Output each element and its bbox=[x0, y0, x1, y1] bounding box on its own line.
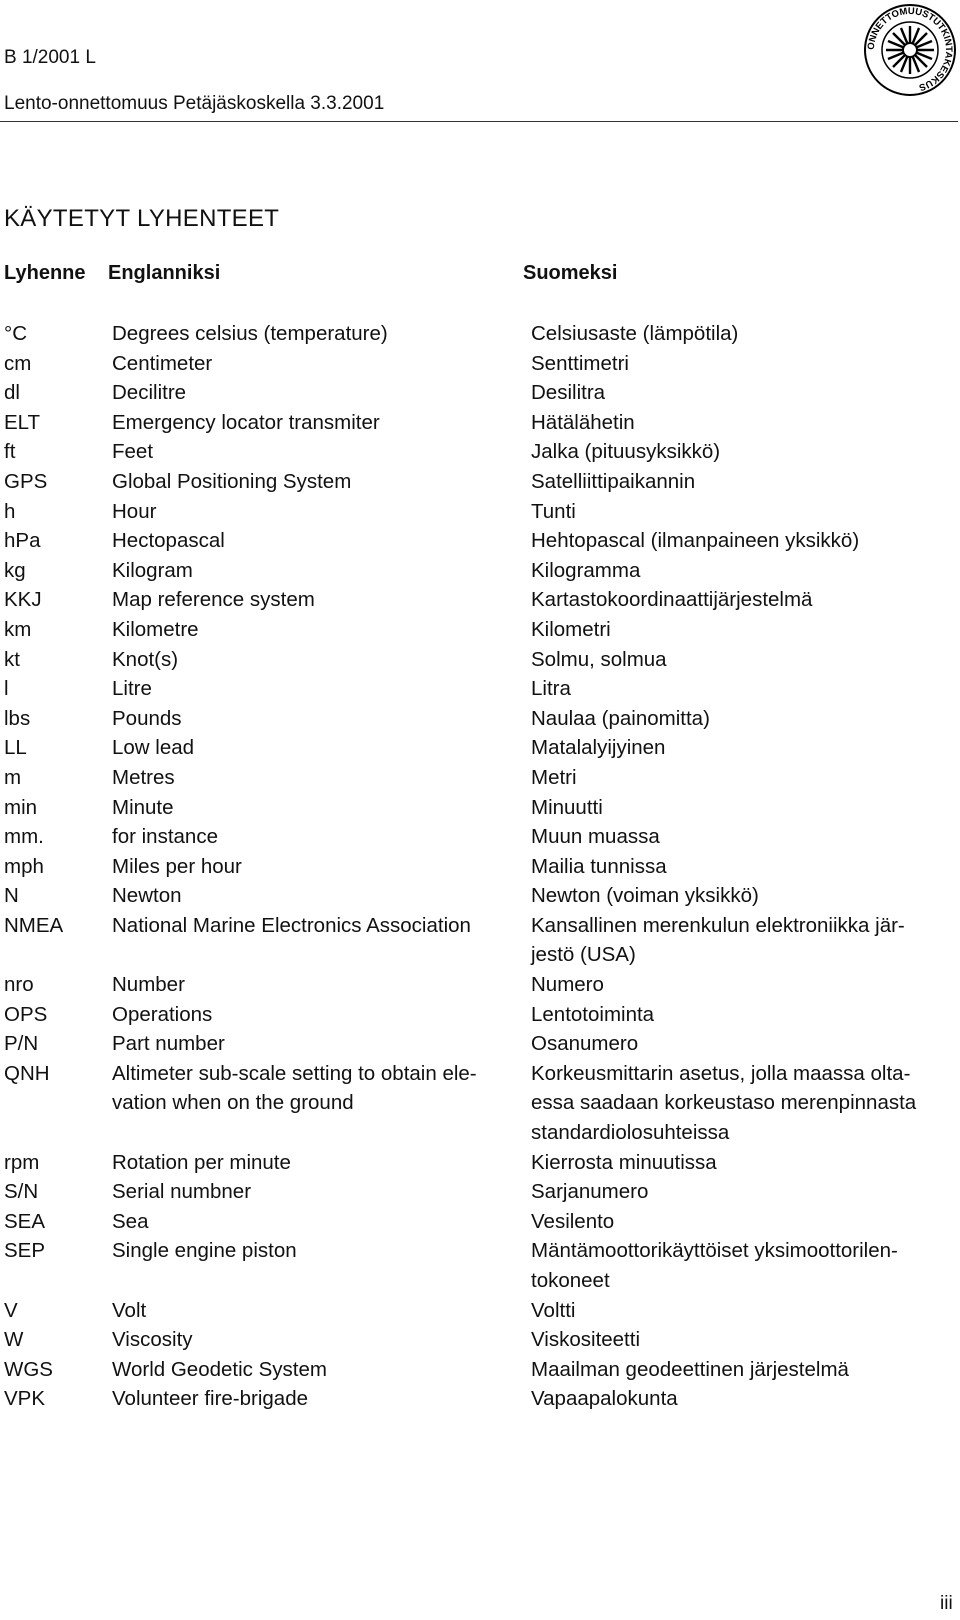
english-text: Hectopascal bbox=[112, 529, 225, 553]
finnish-text: Naulaa (painomitta) bbox=[531, 706, 710, 730]
english-cell bbox=[108, 822, 531, 852]
english-cell bbox=[108, 970, 531, 1000]
seal-logo-icon bbox=[862, 0, 958, 100]
english-cell bbox=[108, 1236, 531, 1295]
finnish-text: essa saadaan korkeustaso merenpinnasta bbox=[531, 1091, 917, 1115]
table-row bbox=[0, 733, 960, 763]
english-text: Single engine piston bbox=[112, 1239, 297, 1263]
table-row bbox=[0, 526, 960, 556]
english-text: Knot(s) bbox=[112, 647, 179, 671]
finnish-text: Hätälähetin bbox=[531, 410, 635, 434]
abbreviation-cell: m bbox=[4, 765, 22, 789]
english-text: Metres bbox=[112, 765, 175, 789]
finnish-text: Numero bbox=[531, 973, 604, 997]
english-cell bbox=[108, 437, 531, 467]
abbreviation-cell: °C bbox=[4, 322, 28, 345]
table-row bbox=[0, 497, 960, 527]
english-cell bbox=[108, 1059, 531, 1148]
abbreviation-cell: kg bbox=[4, 558, 26, 582]
table-row bbox=[0, 437, 960, 467]
english-text: Operations bbox=[112, 1002, 213, 1026]
table-row bbox=[0, 556, 960, 586]
abbreviation-cell: l bbox=[4, 677, 9, 701]
finnish-text: Hehtopascal (ilmanpaineen yksikkö) bbox=[531, 529, 860, 553]
abbreviation-cell: lbs bbox=[4, 706, 31, 730]
column-header-english: Englanniksi bbox=[108, 262, 221, 284]
abbreviation-cell: min bbox=[4, 795, 38, 819]
english-cell bbox=[108, 704, 531, 734]
finnish-cell bbox=[531, 1177, 956, 1207]
finnish-text: Metri bbox=[531, 765, 577, 789]
abbreviation-cell: dl bbox=[4, 381, 20, 405]
finnish-text: Mailia tunnissa bbox=[531, 854, 667, 878]
abbreviation-cell: kt bbox=[4, 647, 20, 671]
table-row bbox=[0, 674, 960, 704]
abbreviation-cell: QNH bbox=[4, 1061, 50, 1085]
table-row bbox=[0, 911, 960, 970]
english-cell bbox=[108, 645, 531, 675]
abbreviation-cell: NMEA bbox=[4, 913, 64, 937]
finnish-cell bbox=[531, 615, 956, 645]
english-text: National Marine Electronics Association bbox=[112, 913, 471, 937]
english-cell bbox=[108, 733, 531, 763]
header-divider bbox=[0, 121, 958, 122]
english-text: Part number bbox=[112, 1032, 225, 1056]
finnish-cell bbox=[531, 1059, 956, 1148]
page-title: KÄYTETYT LYHENTEET bbox=[4, 205, 280, 232]
finnish-cell bbox=[531, 585, 956, 615]
abbreviation-cell: ELT bbox=[4, 410, 41, 434]
abbreviation-table bbox=[0, 319, 960, 1414]
english-cell bbox=[108, 556, 531, 586]
abbreviation-cell: h bbox=[4, 499, 16, 523]
table-row bbox=[0, 1296, 960, 1326]
finnish-text: Sarjanumero bbox=[531, 1180, 649, 1204]
abbreviation-cell: SEP bbox=[4, 1239, 46, 1263]
table-row bbox=[0, 615, 960, 645]
finnish-cell bbox=[531, 1207, 956, 1237]
table-row bbox=[0, 704, 960, 734]
finnish-cell bbox=[531, 1148, 956, 1178]
finnish-cell bbox=[531, 1384, 956, 1414]
document-subtitle: Lento-onnettomuus Petäjäskoskella 3.3.2001 bbox=[4, 93, 385, 114]
english-cell bbox=[108, 1355, 531, 1385]
english-cell bbox=[108, 1148, 531, 1178]
english-text: Altimeter sub-scale setting to obtain ele- bbox=[112, 1061, 477, 1085]
abbreviation-cell: VPK bbox=[4, 1387, 46, 1411]
finnish-cell bbox=[531, 1029, 956, 1059]
table-row bbox=[0, 1059, 960, 1148]
english-cell bbox=[108, 1029, 531, 1059]
english-cell bbox=[108, 615, 531, 645]
english-text: Decilitre bbox=[112, 381, 187, 405]
table-row bbox=[0, 1207, 960, 1237]
table-row bbox=[0, 793, 960, 823]
table-row bbox=[0, 585, 960, 615]
svg-text:ONNETTOMUUSTUTKINTAKESKUS: ONNETTOMUUSTUTKINTAKESKUS bbox=[865, 5, 955, 93]
finnish-cell bbox=[531, 497, 956, 527]
finnish-text: Solmu, solmua bbox=[531, 647, 667, 671]
english-text: Feet bbox=[112, 440, 154, 464]
finnish-text: standardiolosuhteissa bbox=[531, 1121, 730, 1145]
finnish-cell bbox=[531, 1355, 956, 1385]
english-cell bbox=[108, 793, 531, 823]
english-text: Kilometre bbox=[112, 617, 199, 641]
finnish-text: Vapaapalokunta bbox=[531, 1387, 678, 1411]
table-row bbox=[0, 852, 960, 882]
finnish-text: Kilogramma bbox=[531, 558, 641, 582]
english-text: Global Positioning System bbox=[112, 469, 352, 493]
finnish-text: Matalalyijyinen bbox=[531, 736, 666, 760]
finnish-cell bbox=[531, 378, 956, 408]
table-row bbox=[0, 1236, 960, 1295]
english-cell bbox=[108, 1325, 531, 1355]
abbreviation-cell: km bbox=[4, 617, 32, 641]
finnish-cell bbox=[531, 645, 956, 675]
finnish-cell bbox=[531, 970, 956, 1000]
finnish-text: Litra bbox=[531, 677, 571, 701]
finnish-text: Mäntämoottorikäyttöiset yksimoottorilen- bbox=[531, 1239, 898, 1263]
english-text: Rotation per minute bbox=[112, 1150, 291, 1174]
finnish-cell bbox=[531, 674, 956, 704]
english-cell bbox=[108, 911, 531, 970]
english-text: Miles per hour bbox=[112, 854, 242, 878]
english-cell bbox=[108, 1000, 531, 1030]
abbreviation-cell: hPa bbox=[4, 529, 41, 553]
english-text: Low lead bbox=[112, 736, 195, 760]
finnish-cell bbox=[531, 556, 956, 586]
table-row bbox=[0, 1384, 960, 1414]
finnish-text: Kilometri bbox=[531, 617, 611, 641]
table-row bbox=[0, 1148, 960, 1178]
table-row bbox=[0, 467, 960, 497]
table-row bbox=[0, 1325, 960, 1355]
finnish-text: Osanumero bbox=[531, 1032, 639, 1056]
english-text: Serial numbner bbox=[112, 1180, 252, 1204]
english-text: Degrees celsius (temperature) bbox=[112, 322, 388, 345]
finnish-text: jestö (USA) bbox=[531, 943, 636, 967]
english-text: Kilogram bbox=[112, 558, 193, 582]
finnish-text: Desilitra bbox=[531, 381, 606, 405]
table-row bbox=[0, 881, 960, 911]
table-row bbox=[0, 763, 960, 793]
column-header-finnish: Suomeksi bbox=[523, 262, 618, 284]
table-row bbox=[0, 1355, 960, 1385]
table-row bbox=[0, 970, 960, 1000]
finnish-text: Celsiusaste (lämpötila) bbox=[531, 322, 739, 345]
finnish-text: Senttimetri bbox=[531, 351, 629, 375]
finnish-cell bbox=[531, 852, 956, 882]
english-text: Number bbox=[112, 973, 185, 997]
finnish-cell bbox=[531, 1000, 956, 1030]
english-cell bbox=[108, 408, 531, 438]
english-text: Centimeter bbox=[112, 351, 213, 375]
english-text: World Geodetic System bbox=[112, 1357, 327, 1381]
table-row bbox=[0, 349, 960, 379]
english-text: Minute bbox=[112, 795, 174, 819]
finnish-cell bbox=[531, 526, 956, 556]
finnish-text: Kartastokoordinaattijärjestelmä bbox=[531, 588, 813, 612]
english-cell bbox=[108, 1384, 531, 1414]
english-text: Map reference system bbox=[112, 588, 315, 612]
table-row bbox=[0, 1177, 960, 1207]
finnish-cell bbox=[531, 437, 956, 467]
finnish-cell bbox=[531, 763, 956, 793]
abbreviation-cell: GPS bbox=[4, 469, 48, 493]
abbreviation-cell: WGS bbox=[4, 1357, 53, 1381]
finnish-cell bbox=[531, 408, 956, 438]
table-row bbox=[0, 319, 960, 349]
english-cell bbox=[108, 852, 531, 882]
finnish-text: Kansallinen merenkulun elektroniikka jär- bbox=[531, 913, 905, 937]
finnish-text: Jalka (pituusyksikkö) bbox=[531, 440, 721, 464]
finnish-cell bbox=[531, 349, 956, 379]
abbreviation-cell: mph bbox=[4, 854, 44, 878]
finnish-cell bbox=[531, 319, 956, 349]
english-cell bbox=[108, 497, 531, 527]
english-text: Newton bbox=[112, 884, 182, 908]
finnish-cell bbox=[531, 822, 956, 852]
english-text: Volunteer fire-brigade bbox=[112, 1387, 309, 1411]
finnish-cell bbox=[531, 1296, 956, 1326]
finnish-cell bbox=[531, 881, 956, 911]
finnish-text: Satelliittipaikannin bbox=[531, 469, 696, 493]
finnish-cell bbox=[531, 704, 956, 734]
finnish-text: Newton (voiman yksikkö) bbox=[531, 884, 759, 908]
finnish-cell bbox=[531, 1325, 956, 1355]
english-text: Pounds bbox=[112, 706, 182, 730]
english-cell bbox=[108, 674, 531, 704]
finnish-cell bbox=[531, 911, 956, 970]
finnish-cell bbox=[531, 467, 956, 497]
column-header-abbreviation: Lyhenne bbox=[4, 262, 86, 284]
finnish-text: Kierrosta minuutissa bbox=[531, 1150, 717, 1174]
finnish-text: Voltti bbox=[531, 1298, 576, 1322]
table-row bbox=[0, 645, 960, 675]
finnish-text: Minuutti bbox=[531, 795, 603, 819]
finnish-text: Lentotoiminta bbox=[531, 1002, 655, 1026]
english-text: Sea bbox=[112, 1209, 149, 1233]
english-cell bbox=[108, 526, 531, 556]
abbreviation-cell: ft bbox=[4, 440, 16, 464]
finnish-text: tokoneet bbox=[531, 1269, 610, 1292]
table-row bbox=[0, 822, 960, 852]
english-cell bbox=[108, 1207, 531, 1237]
document-code: B 1/2001 L bbox=[4, 47, 96, 68]
abbreviation-cell: cm bbox=[4, 351, 32, 375]
english-text: Emergency locator transmiter bbox=[112, 410, 380, 434]
english-cell bbox=[108, 881, 531, 911]
english-cell bbox=[108, 1177, 531, 1207]
page-number: iii bbox=[940, 1593, 953, 1614]
abbreviation-cell: V bbox=[4, 1298, 18, 1322]
english-cell bbox=[108, 319, 531, 349]
english-cell bbox=[108, 378, 531, 408]
finnish-cell bbox=[531, 733, 956, 763]
abbreviation-cell: mm. bbox=[4, 825, 44, 849]
finnish-text: Tunti bbox=[531, 499, 576, 523]
english-text: vation when on the ground bbox=[112, 1091, 354, 1115]
table-row bbox=[0, 408, 960, 438]
table-row bbox=[0, 1000, 960, 1030]
abbreviation-cell: OPS bbox=[4, 1002, 48, 1026]
finnish-cell bbox=[531, 1236, 956, 1295]
english-cell bbox=[108, 467, 531, 497]
finnish-text: Vesilento bbox=[531, 1209, 615, 1233]
finnish-cell bbox=[531, 793, 956, 823]
table-row bbox=[0, 1029, 960, 1059]
english-cell bbox=[108, 1296, 531, 1326]
abbreviation-cell: rpm bbox=[4, 1150, 40, 1174]
english-cell bbox=[108, 763, 531, 793]
abbreviation-cell: KKJ bbox=[4, 588, 42, 612]
abbreviation-cell: nro bbox=[4, 973, 34, 997]
table-row bbox=[0, 378, 960, 408]
english-text: Volt bbox=[112, 1298, 147, 1322]
abbreviation-cell: P/N bbox=[4, 1032, 39, 1056]
finnish-text: Korkeusmittarin asetus, jolla maassa olta- bbox=[531, 1061, 911, 1085]
english-text: Litre bbox=[112, 677, 152, 701]
english-text: Viscosity bbox=[112, 1328, 193, 1352]
english-text: Hour bbox=[112, 499, 157, 523]
abbreviation-cell: N bbox=[4, 884, 19, 908]
finnish-text: Maailman geodeettinen järjestelmä bbox=[531, 1357, 849, 1381]
finnish-text: Viskositeetti bbox=[531, 1328, 641, 1352]
abbreviation-cell: W bbox=[4, 1328, 24, 1352]
english-cell bbox=[108, 349, 531, 379]
abbreviation-cell: S/N bbox=[4, 1180, 39, 1204]
english-cell bbox=[108, 585, 531, 615]
finnish-text: Muun muassa bbox=[531, 825, 660, 849]
abbreviation-cell: SEA bbox=[4, 1209, 46, 1233]
abbreviation-cell: LL bbox=[4, 736, 27, 760]
english-text: for instance bbox=[112, 825, 218, 849]
